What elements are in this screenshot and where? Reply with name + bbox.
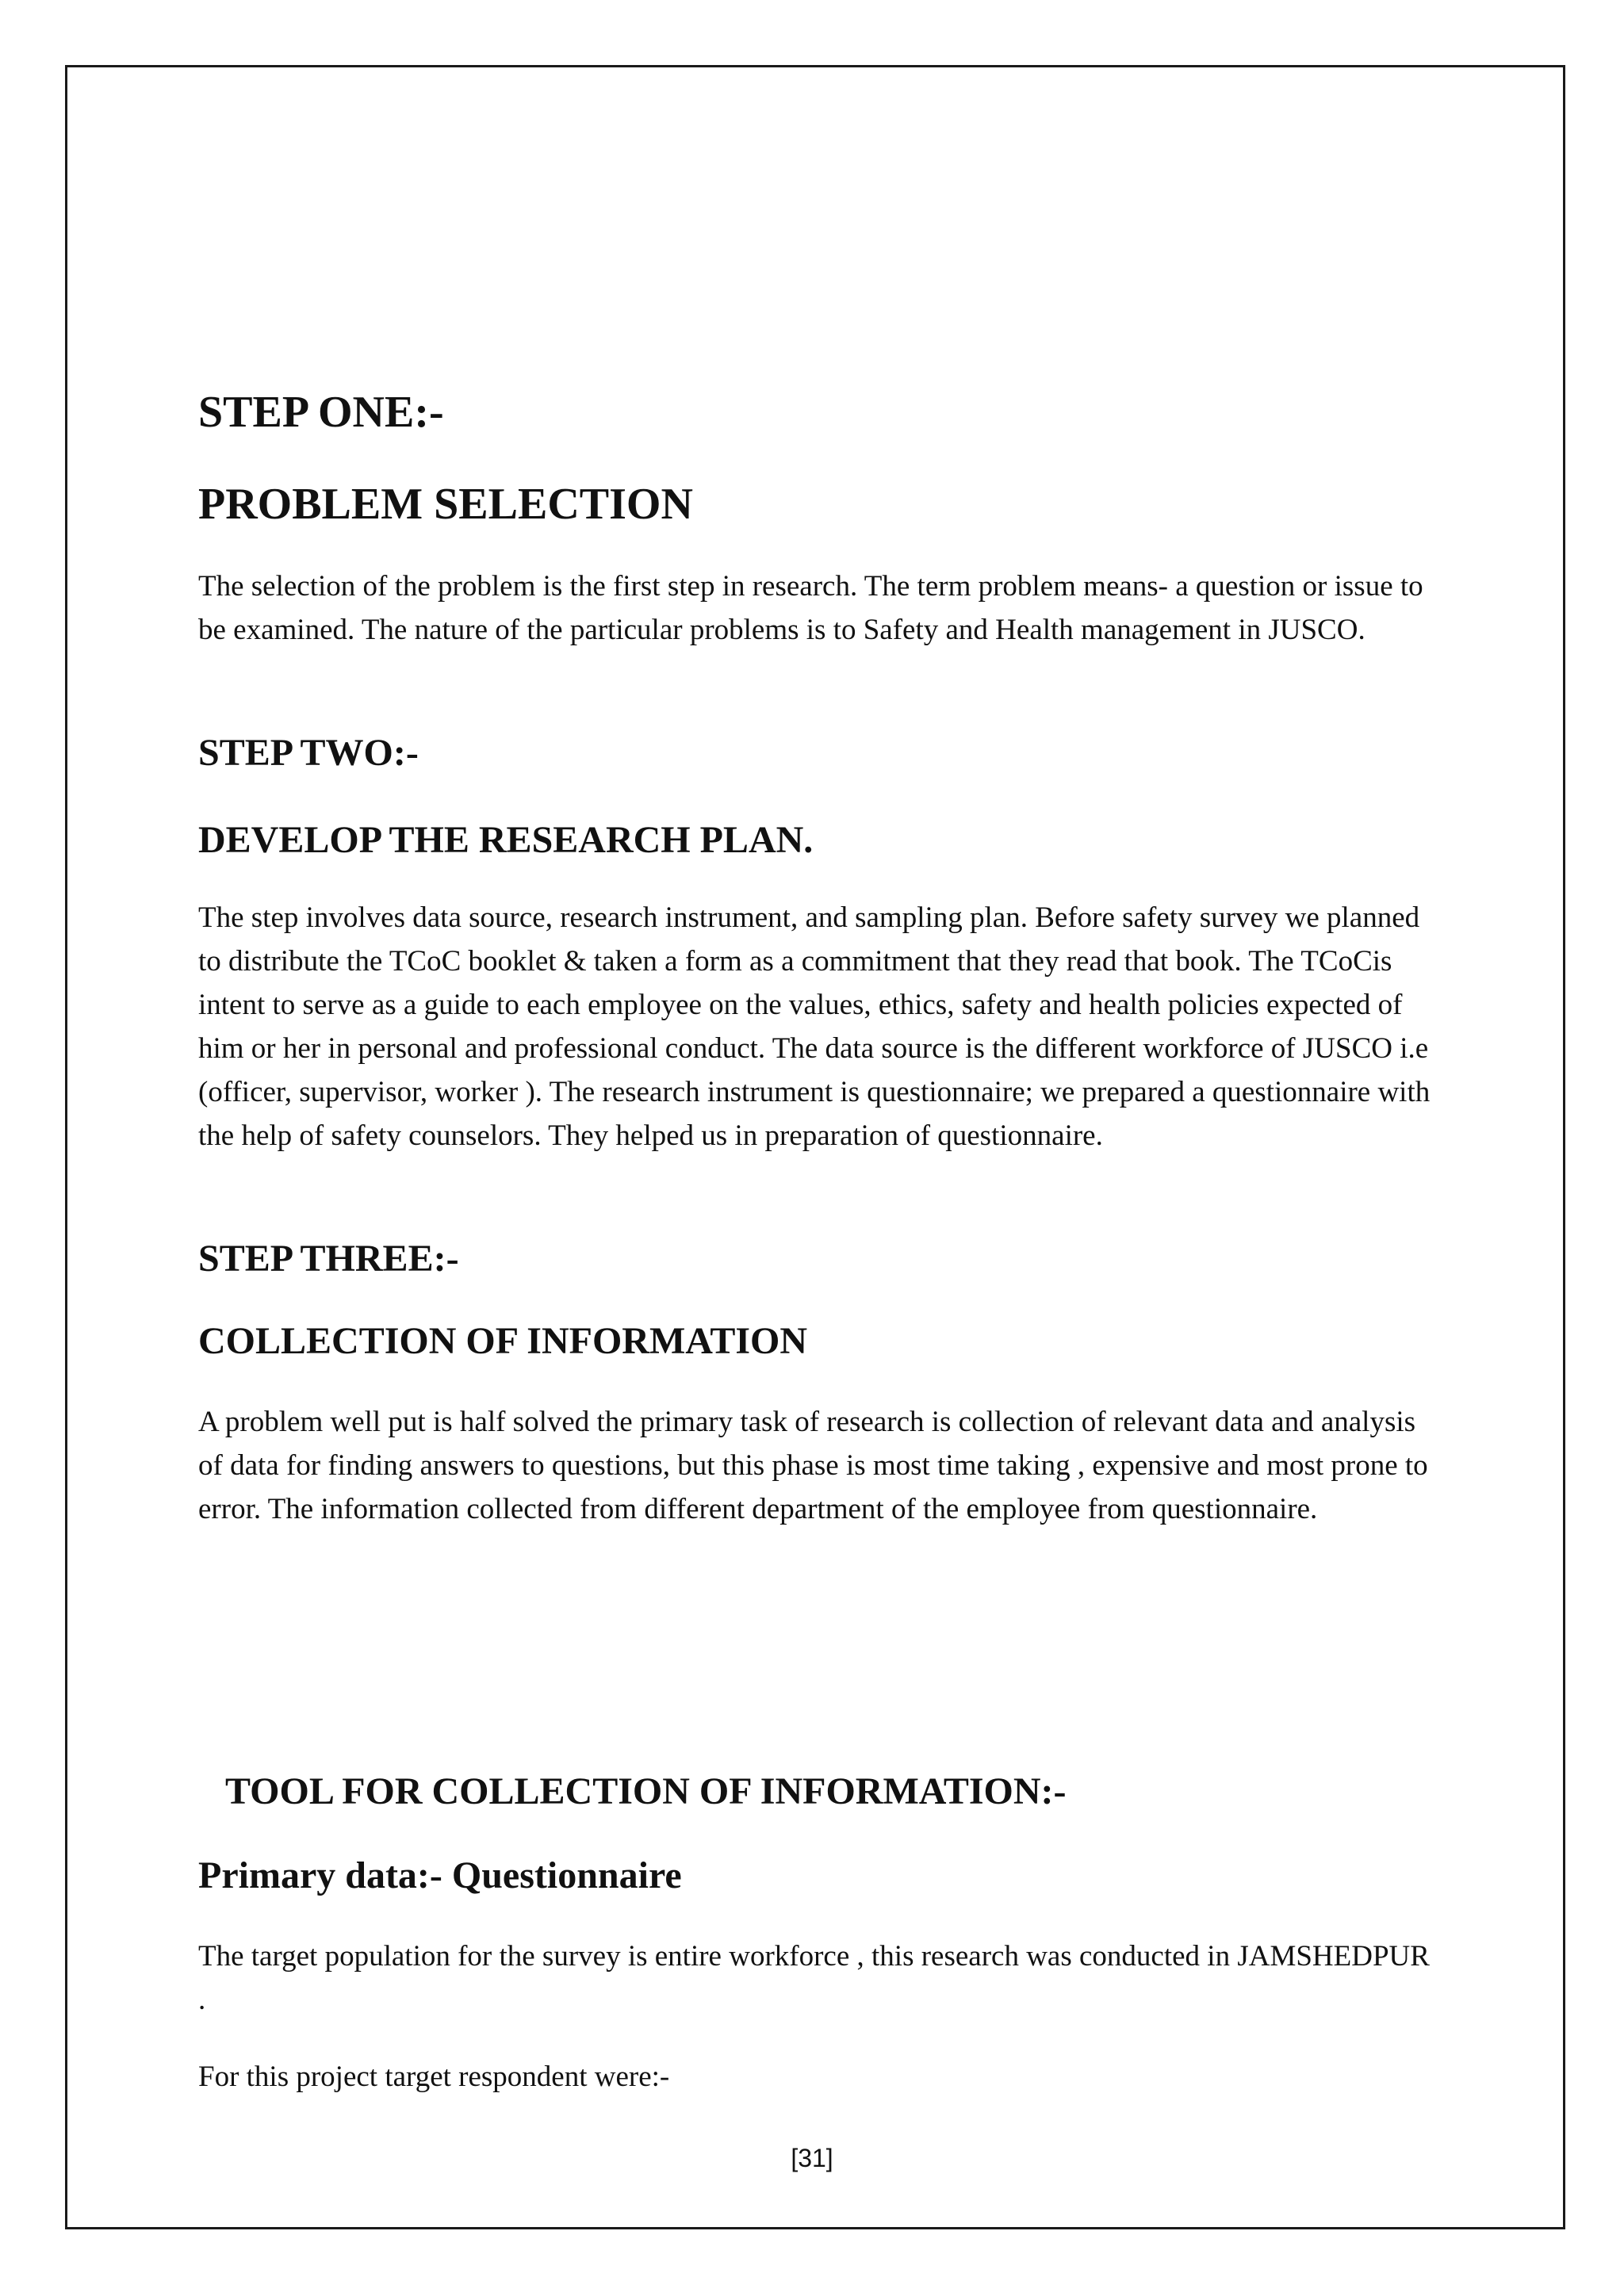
target-respondents-line: For this project target respondent were:-: [198, 2061, 670, 2093]
problem-selection-title: PROBLEM SELECTION: [198, 480, 693, 529]
step-two-heading: STEP TWO:-: [198, 732, 419, 774]
problem-selection-paragraph: The selection of the problem is the first step in research. The term problem means- a question or issue to be examined. The nature of the particular problems is to Safety and Health management in JUSCO.: [198, 570, 1423, 646]
collection-of-information-title: COLLECTION OF INFORMATION: [198, 1320, 808, 1362]
page-number: [31]: [791, 2144, 833, 2172]
step-three-heading: STEP THREE:-: [198, 1238, 459, 1280]
collection-of-information-paragraph: A problem well put is half solved the primary task of research is collection of relevant data and analysis of data for finding answers to questions, but this phase is most time taking , expensive and most prone to error. The information collected from different department of the employee from questionnaire.: [198, 1406, 1428, 1525]
primary-data-subheading: Primary data:- Questionnaire: [198, 1854, 682, 1896]
target-population-paragraph: The target population for the survey is entire workforce , this research was conducted in JAMSHEDPUR .: [198, 1940, 1430, 2016]
research-plan-title: DEVELOP THE RESEARCH PLAN.: [198, 819, 814, 861]
step-one-heading: STEP ONE:-: [198, 388, 444, 437]
research-plan-paragraph: The step involves data source, research instrument, and sampling plan. Before safety survey we planned to distribute the TCoC booklet & taken a form as a commitment that they read that book. The TCoCis intent to serve as a guide to each employee on the values, ethics, safety and health policies expected of him or her in personal and professional conduct. The data source is the different workforce of JUSCO i.e (officer, supervisor, worker ). The research instrument is questionnaire; we prepared a questionnaire with the help of safety counselors. They helped us in preparation of questionnaire.: [198, 901, 1431, 1152]
tool-for-collection-heading: TOOL FOR COLLECTION OF INFORMATION:-: [225, 1770, 1067, 1812]
